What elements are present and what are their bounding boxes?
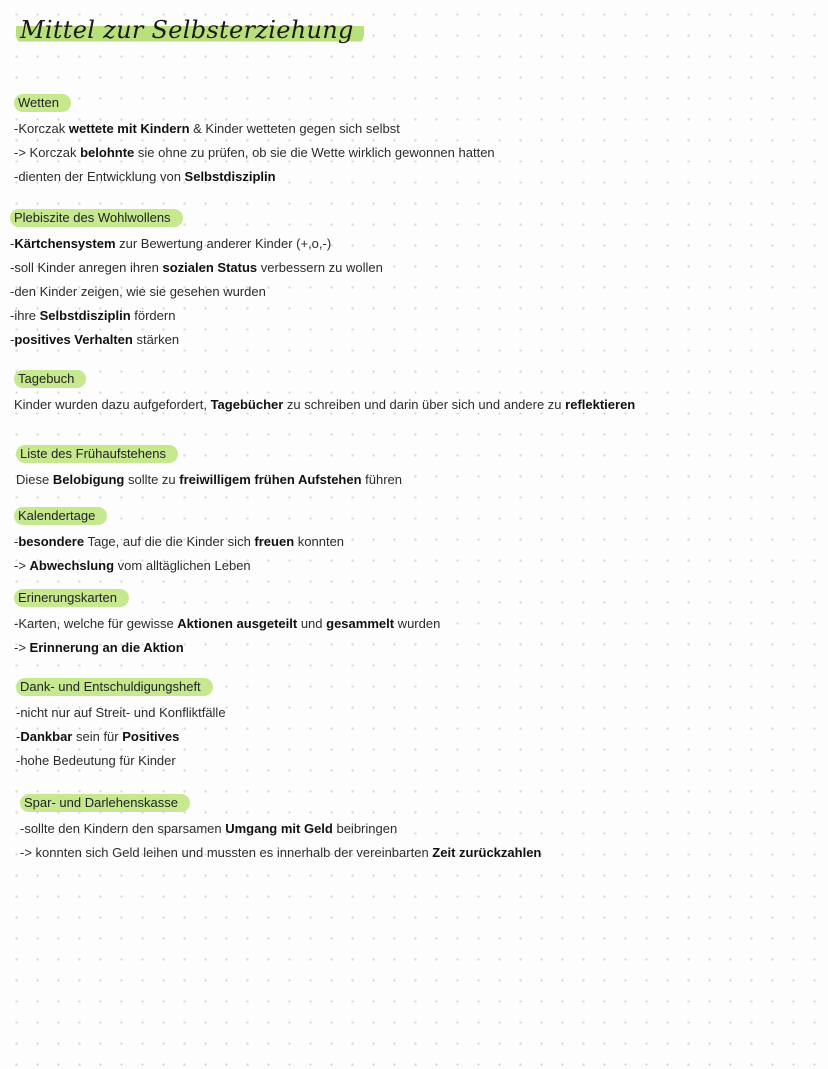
section-heading: Tagebuch	[14, 370, 86, 388]
section-heading: Spar- und Darlehenskasse	[20, 794, 190, 812]
section-body	[14, 612, 440, 660]
section-body	[20, 817, 541, 865]
text-line: -hohe Bedeutung für Kinder	[16, 753, 176, 768]
text-line: -Kärtchensystem zur Bewertung anderer Kinder (+,o,-)	[10, 236, 332, 251]
text-line: -nicht nur auf Streit- und Konfliktfälle	[16, 705, 226, 720]
section-heading: Wetten	[14, 94, 71, 112]
section-fruehaufstehen	[16, 445, 402, 492]
section-tagebuch	[14, 370, 635, 417]
section-body	[10, 232, 383, 352]
text-line: -> konnten sich Geld leihen und mussten es innerhalb der vereinbarten Zeit zurückzahlen	[20, 845, 542, 860]
text-line: -besondere Tage, auf die die Kinder sich freuen konnten	[14, 534, 345, 549]
section-heading: Liste des Frühaufstehens	[16, 445, 178, 463]
text-line: Kinder wurden dazu aufgefordert, Tagebücher zu schreiben und darin über sich und andere zu reflektieren	[14, 397, 636, 412]
section-body	[14, 393, 635, 417]
text-line: -> Abwechslung vom alltäglichen Leben	[14, 558, 251, 573]
section-sparkasse	[20, 794, 541, 865]
section-plebiszite	[10, 209, 383, 352]
text-line: -den Kinder zeigen, wie sie gesehen wurden	[10, 284, 266, 299]
text-line: -ihre Selbstdisziplin fördern	[10, 308, 176, 323]
page-title: Mittel zur Selbsterziehung	[16, 14, 364, 46]
text-line: -sollte den Kindern den sparsamen Umgang mit Geld beibringen	[20, 821, 398, 836]
text-line: -dienten der Entwicklung von Selbstdisziplin	[14, 169, 276, 184]
text-line: -Karten, welche für gewisse Aktionen ausgeteilt und gesammelt wurden	[14, 616, 441, 631]
section-heading: Kalendertage	[14, 507, 107, 525]
section-heading: Dank- und Entschuldigungsheft	[16, 678, 213, 696]
section-heading: Plebiszite des Wohlwollens	[10, 209, 183, 227]
text-line: -soll Kinder anregen ihren sozialen Status verbessern zu wollen	[10, 260, 383, 275]
section-body	[14, 530, 344, 578]
section-body	[14, 117, 495, 189]
section-wetten	[14, 94, 495, 189]
text-line: -> Korczak belohnte sie ohne zu prüfen, ob sie die Wette wirklich gewonnen hatten	[14, 145, 495, 160]
section-dankheft	[16, 678, 226, 773]
text-line: -Dankbar sein für Positives	[16, 729, 180, 744]
text-line: Diese Belobigung sollte zu freiwilligem frühen Aufstehen führen	[16, 472, 403, 487]
text-line: -positives Verhalten stärken	[10, 332, 180, 347]
text-line: -> Erinnerung an die Aktion	[14, 640, 184, 655]
section-erinnerungskarten	[14, 589, 440, 660]
section-body	[16, 701, 226, 773]
section-heading: Erinerungskarten	[14, 589, 129, 607]
section-kalendertage	[14, 507, 344, 578]
text-line: -Korczak wettete mit Kindern & Kinder wetteten gegen sich selbst	[14, 121, 400, 136]
section-body	[16, 468, 402, 492]
